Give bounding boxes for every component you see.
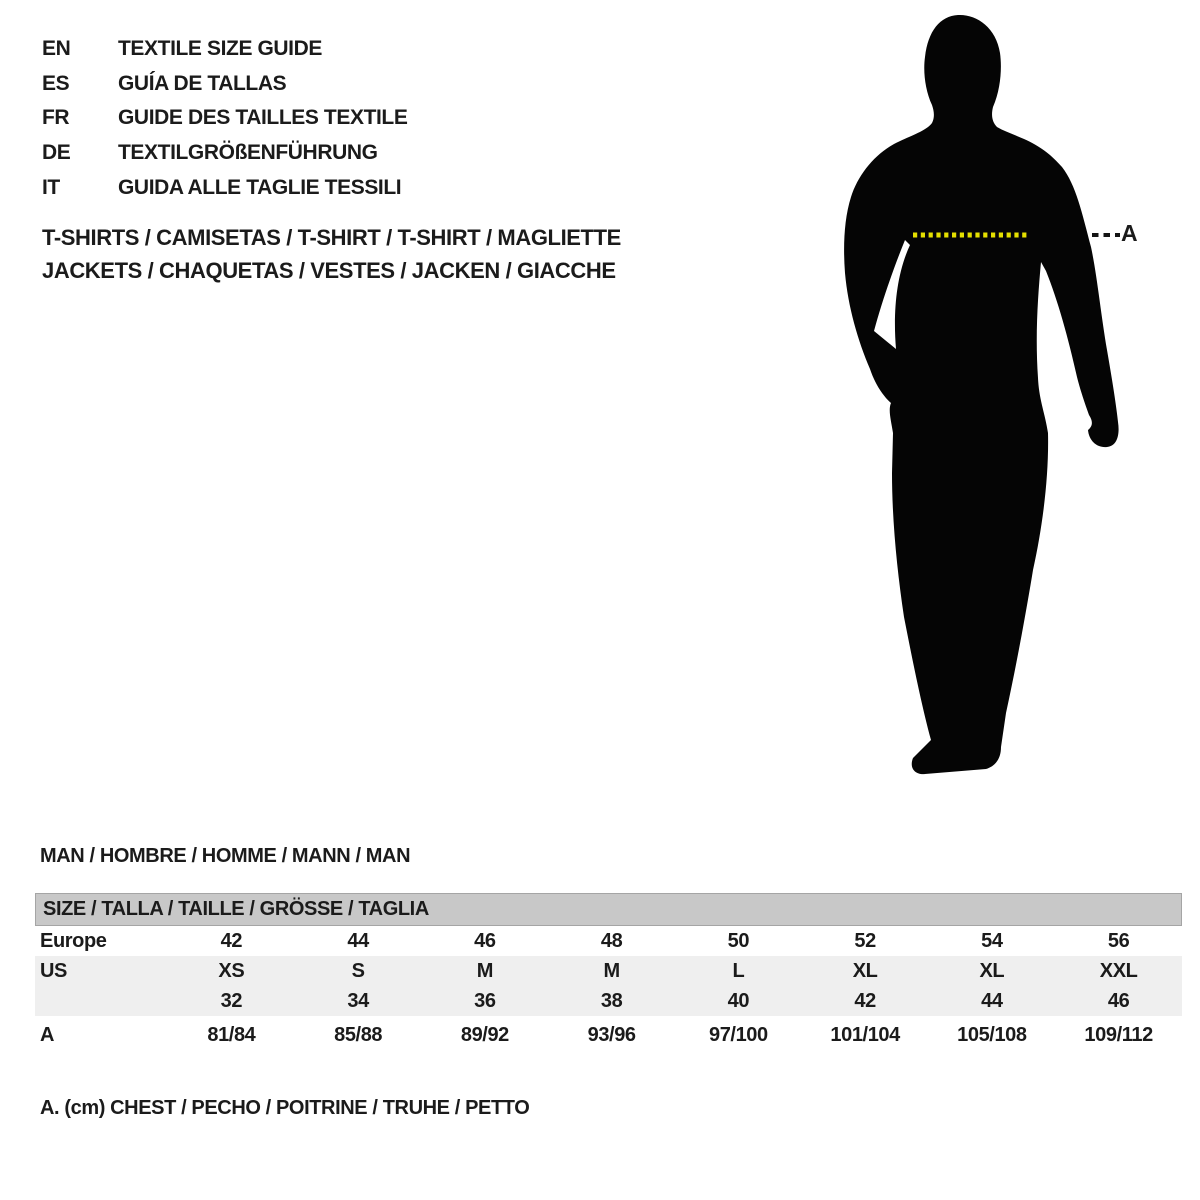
size-cell: 105/108 [957,1023,1027,1046]
size-table-header: SIZE / TALLA / TAILLE / GRÖSSE / TAGLIA [35,893,1182,926]
language-guide-title: GUÍA DE TALLAS [118,71,287,95]
language-list [42,32,407,205]
language-code: IT [42,175,60,199]
language-row-es [42,67,407,102]
language-code: FR [42,106,70,130]
row-label: Europe [40,929,107,952]
man-silhouette-icon [830,5,1140,790]
size-cell: 85/88 [334,1023,383,1046]
size-cell: 42 [854,989,876,1012]
language-guide-title: GUIDA ALLE TAGLIE TESSILI [118,175,402,199]
table-row-europe [35,926,1182,956]
size-cell: 48 [600,929,623,952]
size-cell: 46 [1107,989,1130,1012]
language-code: EN [42,37,71,61]
size-cell: 38 [600,989,623,1012]
category-line-tshirts: T-SHIRTS / CAMISETAS / T-SHIRT / T-SHIRT / MAGLIETTE [42,225,621,250]
row-label: A [40,1023,55,1046]
size-cell: 93/96 [587,1023,636,1046]
size-cell: 89/92 [460,1023,509,1046]
size-cell: XXL [1099,959,1138,982]
size-cell: 44 [981,989,1003,1012]
size-cell: M [476,959,493,982]
table-row-us [35,956,1182,986]
category-line-jackets: JACKETS / CHAQUETAS / VESTES / JACKEN / GIACCHE [42,258,616,283]
size-cell: S [351,959,365,982]
man-silhouette-shape [844,15,1118,774]
language-row-en [42,32,407,67]
language-row-it [42,170,407,205]
section-heading-man: MAN / HOMBRE / HOMME / MANN / MAN [40,845,411,867]
language-row-de [42,136,407,171]
measurement-footnote: A. (cm) CHEST / PECHO / POITRINE / TRUHE / PETTO [40,1097,530,1119]
size-cell: 97/100 [708,1023,768,1046]
language-code: ES [42,71,70,95]
size-cell: 46 [474,929,496,952]
row-label: US [40,959,67,982]
size-cell: 36 [474,989,496,1012]
size-cell: 50 [727,929,750,952]
size-cell: 52 [854,929,876,952]
language-guide-title: TEXTILE SIZE GUIDE [118,37,322,61]
size-cell: 34 [347,989,369,1012]
garment-categories [42,221,621,287]
size-cell: 109/112 [1084,1023,1153,1046]
size-cell: 54 [981,929,1003,952]
language-guide-title: TEXTILGRÖßENFÜHRUNG [118,141,378,165]
size-cell: 32 [220,989,243,1012]
size-cell: XS [218,959,245,982]
size-cell: XL [979,959,1005,982]
language-row-fr [42,101,407,136]
size-cell: M [603,959,620,982]
size-cell: 44 [347,929,369,952]
size-cell: 81/84 [207,1023,256,1046]
table-row-alt-sizes [35,986,1182,1016]
size-cell: XL [852,959,878,982]
size-cell: L [732,959,745,982]
language-code: DE [42,141,71,165]
size-table [35,893,1182,1054]
size-cell: 40 [727,989,750,1012]
measurement-marker-label: A [1121,220,1138,246]
size-cell: 42 [220,929,243,952]
size-cell: 101/104 [830,1023,900,1046]
language-guide-title: GUIDE DES TAILLES TEXTILE [118,106,408,130]
table-row-chest-cm [35,1016,1182,1054]
size-cell: 56 [1107,929,1130,952]
